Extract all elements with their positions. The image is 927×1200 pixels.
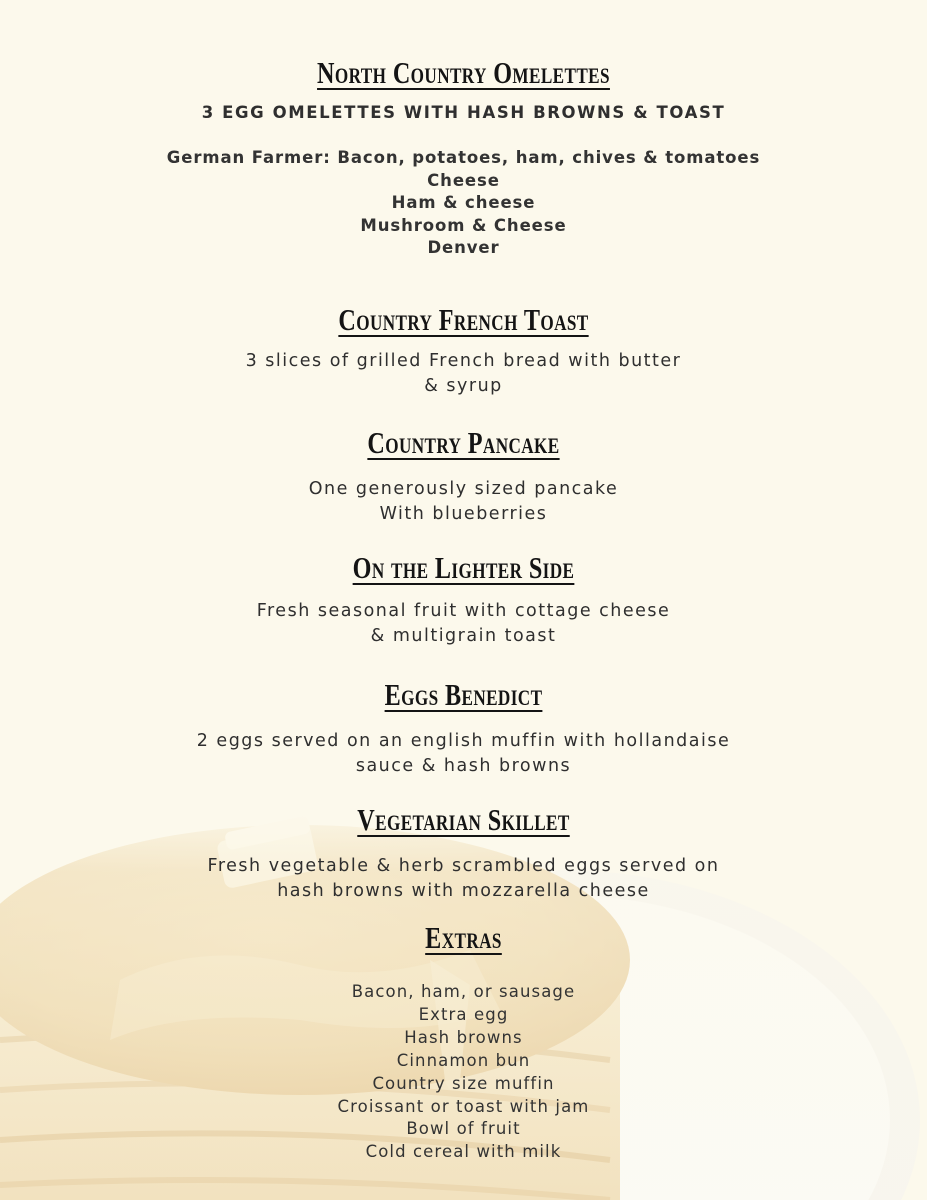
lighter-side-description [0, 599, 927, 649]
benedict-description [0, 729, 927, 779]
omelette-item: Mushroom & Cheese [360, 215, 567, 235]
extras-item: Bowl of fruit [406, 1119, 521, 1139]
section-title-omelettes: North Country Omelettes [317, 55, 610, 90]
section-title-benedict: Eggs Benedict [384, 677, 543, 712]
omelette-item: Denver [427, 238, 500, 258]
omelette-item: German Farmer: Bacon, potatoes, ham, chives & tomatoes [166, 148, 761, 167]
extras-item: Cinnamon bun [396, 1050, 531, 1070]
omelette-item: Ham & cheese [391, 193, 536, 213]
omelette-item: Cheese [427, 170, 500, 190]
description-line: sauce & hash browns [355, 756, 572, 776]
description-line: 3 slices of grilled French bread with butter [245, 351, 682, 371]
description-line: 2 eggs served on an english muffin with hollandaise [196, 731, 731, 751]
description-line: & multigrain toast [370, 626, 557, 646]
description-line: Fresh seasonal fruit with cottage cheese [256, 601, 671, 621]
french-toast-description [0, 349, 927, 399]
omelettes-subtitle: 3 EGG OMELETTES WITH HASH BROWNS & TOAST [201, 103, 726, 122]
extras-list [0, 981, 927, 1164]
extras-item: Bacon, ham, or sausage [351, 982, 576, 1001]
pancake-description [0, 477, 927, 527]
extras-item: Country size muffin [372, 1073, 555, 1093]
extras-item: Croissant or toast with jam [337, 1096, 590, 1116]
extras-item: Hash browns [404, 1027, 523, 1047]
extras-item: Cold cereal with milk [365, 1142, 562, 1162]
skillet-description [0, 854, 927, 904]
description-line: & syrup [424, 376, 503, 396]
description-line: hash browns with mozzarella cheese [277, 881, 650, 901]
section-title-extras: Extras [425, 920, 502, 955]
section-title-pancake: Country Pancake [367, 425, 560, 460]
description-line: Fresh vegetable & herb scrambled eggs served on [207, 856, 720, 876]
section-title-french-toast: Country French Toast [338, 302, 589, 337]
description-line: With blueberries [379, 504, 548, 524]
extras-item: Extra egg [418, 1004, 509, 1024]
description-line: One generously sized pancake [308, 479, 619, 499]
section-title-lighter-side: On the Lighter Side [352, 550, 575, 585]
omelettes-list [0, 147, 927, 260]
section-title-skillet: Vegetarian Skillet [357, 802, 570, 837]
